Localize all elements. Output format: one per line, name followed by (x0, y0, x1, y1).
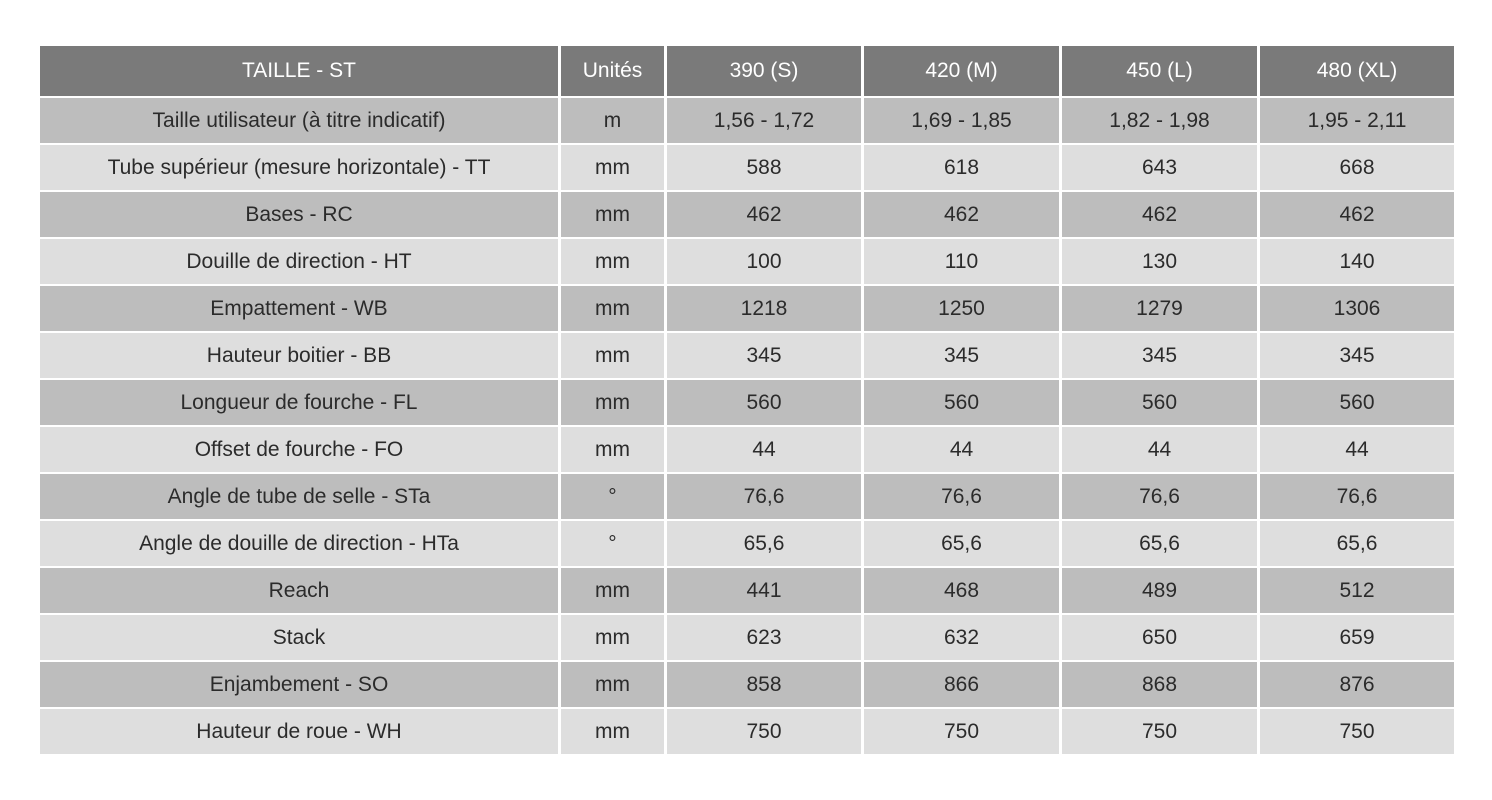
value-s: 1,56 - 1,72 (667, 98, 861, 143)
measure-label: Tube supérieur (mesure horizontale) - TT (40, 145, 558, 190)
table-row (40, 239, 1454, 284)
unit-cell: mm (561, 145, 664, 190)
value-m: 44 (864, 427, 1059, 472)
measure-label: Enjambement - SO (40, 662, 558, 707)
value-s: 560 (667, 380, 861, 425)
value-xl: 560 (1260, 380, 1454, 425)
unit-cell: mm (561, 192, 664, 237)
value-s: 750 (667, 709, 861, 754)
value-m: 345 (864, 333, 1059, 378)
value-s: 1218 (667, 286, 861, 331)
value-m: 750 (864, 709, 1059, 754)
value-l: 44 (1062, 427, 1257, 472)
measure-label: Bases - RC (40, 192, 558, 237)
measure-label: Taille utilisateur (à titre indicatif) (40, 98, 558, 143)
table-row (40, 474, 1454, 519)
header-size-xl: 480 (XL) (1260, 46, 1454, 96)
value-s: 65,6 (667, 521, 861, 566)
unit-cell: mm (561, 239, 664, 284)
table-row (40, 709, 1454, 754)
value-m: 1,69 - 1,85 (864, 98, 1059, 143)
value-xl: 1306 (1260, 286, 1454, 331)
header-units: Unités (561, 46, 664, 96)
measure-label: Angle de douille de direction - HTa (40, 521, 558, 566)
value-s: 345 (667, 333, 861, 378)
unit-cell: mm (561, 568, 664, 613)
header-size-s: 390 (S) (667, 46, 861, 96)
value-m: 110 (864, 239, 1059, 284)
value-m: 468 (864, 568, 1059, 613)
unit-cell: mm (561, 286, 664, 331)
value-xl: 44 (1260, 427, 1454, 472)
value-l: 1279 (1062, 286, 1257, 331)
value-s: 76,6 (667, 474, 861, 519)
table-row (40, 427, 1454, 472)
value-l: 750 (1062, 709, 1257, 754)
value-s: 44 (667, 427, 861, 472)
table-row (40, 192, 1454, 237)
table-row (40, 286, 1454, 331)
measure-label: Douille de direction - HT (40, 239, 558, 284)
value-m: 618 (864, 145, 1059, 190)
value-m: 65,6 (864, 521, 1059, 566)
unit-cell: ° (561, 474, 664, 519)
header-size-label: TAILLE - ST (40, 46, 558, 96)
unit-cell: mm (561, 380, 664, 425)
table-body (40, 98, 1454, 754)
header-size-l: 450 (L) (1062, 46, 1257, 96)
unit-cell: mm (561, 615, 664, 660)
table-row (40, 568, 1454, 613)
header-row (40, 46, 1454, 96)
value-xl: 659 (1260, 615, 1454, 660)
value-xl: 345 (1260, 333, 1454, 378)
value-l: 868 (1062, 662, 1257, 707)
unit-cell: mm (561, 333, 664, 378)
value-xl: 668 (1260, 145, 1454, 190)
value-m: 1250 (864, 286, 1059, 331)
value-m: 76,6 (864, 474, 1059, 519)
measure-label: Hauteur de roue - WH (40, 709, 558, 754)
unit-cell: mm (561, 709, 664, 754)
value-l: 650 (1062, 615, 1257, 660)
table-row (40, 333, 1454, 378)
measure-label: Empattement - WB (40, 286, 558, 331)
unit-cell: mm (561, 427, 664, 472)
value-xl: 876 (1260, 662, 1454, 707)
value-l: 643 (1062, 145, 1257, 190)
value-l: 76,6 (1062, 474, 1257, 519)
measure-label: Offset de fourche - FO (40, 427, 558, 472)
unit-cell: mm (561, 662, 664, 707)
table-row (40, 380, 1454, 425)
unit-cell: ° (561, 521, 664, 566)
measure-label: Hauteur boitier - BB (40, 333, 558, 378)
value-xl: 462 (1260, 192, 1454, 237)
value-l: 1,82 - 1,98 (1062, 98, 1257, 143)
table-row (40, 145, 1454, 190)
measure-label: Longueur de fourche - FL (40, 380, 558, 425)
table-row (40, 662, 1454, 707)
value-m: 462 (864, 192, 1059, 237)
value-l: 130 (1062, 239, 1257, 284)
value-l: 560 (1062, 380, 1257, 425)
value-m: 632 (864, 615, 1059, 660)
table-row (40, 615, 1454, 660)
table-row (40, 521, 1454, 566)
value-s: 462 (667, 192, 861, 237)
value-s: 441 (667, 568, 861, 613)
value-s: 623 (667, 615, 861, 660)
value-xl: 76,6 (1260, 474, 1454, 519)
value-l: 65,6 (1062, 521, 1257, 566)
unit-cell: m (561, 98, 664, 143)
table-row (40, 98, 1454, 143)
measure-label: Reach (40, 568, 558, 613)
value-xl: 1,95 - 2,11 (1260, 98, 1454, 143)
value-xl: 140 (1260, 239, 1454, 284)
geometry-table (37, 44, 1457, 756)
value-s: 100 (667, 239, 861, 284)
value-xl: 512 (1260, 568, 1454, 613)
value-m: 866 (864, 662, 1059, 707)
value-s: 588 (667, 145, 861, 190)
value-m: 560 (864, 380, 1059, 425)
value-l: 345 (1062, 333, 1257, 378)
table-header (40, 46, 1454, 96)
header-size-m: 420 (M) (864, 46, 1059, 96)
measure-label: Stack (40, 615, 558, 660)
measure-label: Angle de tube de selle - STa (40, 474, 558, 519)
value-xl: 65,6 (1260, 521, 1454, 566)
value-s: 858 (667, 662, 861, 707)
value-l: 489 (1062, 568, 1257, 613)
value-l: 462 (1062, 192, 1257, 237)
value-xl: 750 (1260, 709, 1454, 754)
